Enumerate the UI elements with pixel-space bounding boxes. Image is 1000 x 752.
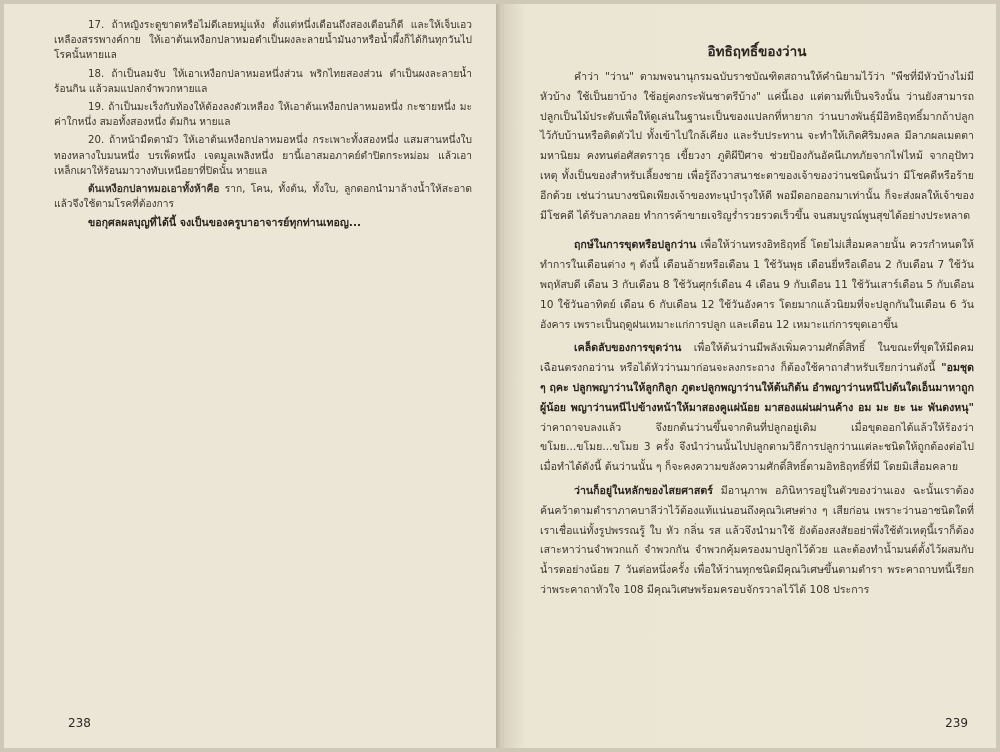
left-paragraph-17: 17. ถ้าหญิงระดูขาดหรือไม่ดีเลยหมู่แห้ง ตั้งแต่หนึ่งเดือนถึงสองเดือนก็ดี และให้เจ็บเอวเหลืองสรรพางค์กาย ให้เอาต้นเหงือกปลาหมอตำเป็นผงละลายน้ำมันงาหรือน้ำผึ้งก็ได้กินทุกวันไปโรคนั้นหายแล: [54, 20, 472, 62]
right-paragraph-occult: ว่านก็อยู่ในหลักของไสยศาสตร์ มีอานุภาพ อภินิหารอยู่ในตัวของว่านเอง ฉะนั้นเราต้องค้นคว้าตามตำราภาคบาลีว่าไว้ต้องแท้แน่นอนถึงคุณวิเศษต่าง ๆ เสียก่อน เพราะว่านอาชนิดใดที่เราเชื่อแน่ทั้งรูปพรรณรู้ ใบ หัว กลิ่น รส แล้วจึงนำมาใช้ ยังต้องสงสัยอย่าพึ่งใช้ตัวเหตุนี้เราก็ต้องเสาะหาว่านจำพวกแก้ จำพวกกัน จำพวกคุ้มครองมาปลูกไว้ด้วย และต้องทำน้ำมนต์ตั้งไว้ผสมกับน้ำรดอย่างน้อย 7 วันต่อหนึ่งครั้ง เพื่อให้ว่านทุกชนิดมีคุณวิเศษขึ้นตามตำรา พระคาถาบทนี้เรียกว่าพระคาถาหัวใจ 108 มีคุณวิเศษพร้อมครอบจักรวาลไว้ได้ 108 ประการ: [540, 484, 974, 596]
right-paragraph-definition: คำว่า "ว่าน" ตามพจนานุกรมฉบับราชบัณฑิตสถานให้คำนิยามไว้ว่า "พืชที่มีหัวบ้างไม่มีหัวบ้าง ใช้เป็นยาบ้าง ใช้อยู่คงกระพันชาตรีบ้าง" แค่นี้เอง แต่ตามที่เป็นจริงนั้น ว่านยังสามารถปลูกเป็นไม้ประดับเพื่อให้ดูเล่นในฐานะเป็นของแปลกที่หายาก ว่านบางพันธุ์มีอิทธิฤทธิ์มากถ้าปลูกไว้กับบ้านหรือติดตัวไป ทั้งเข้าไปใกล้เคียง และรับประทาน จะทำให้เกิดศิริมงคล มีลาภผลเมตตามหานิยม คงทนต่อศัสตราวุธ เขี้ยวงา ภูติผีปีศาจ ช่วยป้องกันอัคนีเภทภัยจากไฟไหม้ จากอุปัทวเหตุ ทั้งเป็นของสำหรับเลี้ยงชาย เพื่อรู้ถึงวาสนาชะตาของเจ้าของว่านชนิดนั้นว่า มีโชคดีหรือร้ายอีกด้วย เช่นว่านบางชนิดเพียงเจ้าของทะนุบำรุงให้ดี พอมีดอกออกมาเท่านั้น ก็จะส่งผลให้เจ้าของมีโชคดี ได้รับลาภลอย ทำการค้าขายเจริญร่ำรวยรวดเร็วขึ้น จนสมบูรณ์พูนสุขได้อย่างประหลาด: [540, 71, 974, 222]
right-paragraph-digging-secret: เคล็ดลับของการขุดว่าน เพื่อให้ต้นว่านมีพลังเพิ่มความศักดิ์สิทธิ์ ในขณะที่ขุดให้มีดคมเฉือนตรงกอว่าน หรือได้หัวว่านมาก่อนจะลงกระถาง ก็ต้องใช้คาถาสำหรับเรียกว่านดังนี้ "อมชุด ๆ ฤคะ ปลูกพญาว่านให้ลูกกิลูก ภูตะปลูกพญาว่านให้ต้นกิต้น อำพญาว่านหนีไปต้นใดเอ็นมาหาถูกผู้น้อย พญาว่านหนีไปข้างหน้าให้มาสองคูแผ่น้อย มาสองแผ่นผ่านค้าง อม มะ ยะ นะ พันดงหนุ" ว่าคาถาจบลงแล้ว จึงยกต้นว่านขึ้นจากดินที่ปลูกอยู่เดิม เมื่อขุดออกได้แล้วให้ร้องว่า ขโมย...ขโมย...ขโมย 3 ครั้ง จึงนำว่านนั้นไปปลูกตามวิธีการปลูกว่านแต่ละชนิดให้ถูกต้องต่อไป เมื่อทำได้ดังนี้ ต้นว่านนั้น ๆ ก็จะคงความขลังความศักดิ์สิทธิ์ตามอิทธิฤทธิ์ที่มี โดยมิเสื่อมคลาย: [540, 342, 974, 474]
left-page: [4, 4, 500, 748]
left-paragraph-usage: ต้นเหงือกปลาหมอเอาทั้งห้าคือ ราก, โคน, ทั้งต้น, ทั้งใบ, ลูกดอกนำมาล้างน้ำให้สะอาดแล้วจึงใช้ตามโรคที่ต้องการ: [54, 184, 472, 211]
mantra-text: "อมชุด ๆ ฤคะ ปลูกพญาว่านให้ลูกกิลูก ภูตะปลูกพญาว่านให้ต้นกิต้น อำพญาว่านหนีไปต้นใดเอ็นมาหาถูกผู้น้อย พญาว่านหนีไปข้างหน้าให้มาสองคูแผ่น้อย มาสองแผ่นผ่านค้าง อม มะ ยะ นะ พันดงหนุ": [540, 362, 974, 414]
chapter-title: อิทธิฤทธิ์ของว่าน: [707, 44, 807, 60]
right-page-text: [540, 68, 974, 601]
left-paragraph-20: 20. ถ้าหน้ามืดตามัว ให้เอาต้นเหงือกปลาหมอหนึ่ง กระเพาะทั้งสองหนึ่ง แสมสานหนึ่งใบทองหลางใบมนหนึ่ง บรเพ็ดหนึ่ง เจตมูลเพลิงหนึ่ง ยานี้เอาสมอภาคย์ตำปิดกระหม่อม แล้วเอาเหล็กเผาให้ร้อนมาวางทับเหนือยาที่ปิดนั้น หายแล: [54, 135, 472, 177]
left-paragraph-18: 18. ถ้าเป็นลมจับ ให้เอาเหงือกปลาหมอหนึ่งส่วน พริกไทยสองส่วน ตำเป็นผงละลายน้ำร้อนกิน แล้วลมแปลกจำพวกหายแล: [54, 68, 472, 95]
auspicious-time-lead: ฤกษ์ในการขุดหรือปลูกว่าน: [574, 239, 697, 252]
usage-lead: ต้นเหงือกปลาหมอเอาทั้งห้าคือ: [88, 184, 220, 196]
right-page: [504, 4, 996, 748]
page-number-right: 239: [945, 716, 968, 730]
left-page-text: [54, 18, 472, 232]
digging-secret-lead: เคล็ดลับของการขุดว่าน: [574, 342, 682, 355]
closing-dedication: ขอกุศลผลบุญที่ได้นี้ จงเป็นของครูบาอาจารย์ทุกท่านเทอญ...: [88, 217, 362, 230]
page-number-left: 238: [68, 716, 91, 730]
left-paragraph-19: 19. ถ้าเป็นมะเร็งกับท้องให้ต้องลงตัวเหลือง ให้เอาต้นเหงือกปลาหมอหนึ่ง กะชายหนึ่ง มะค่าใกหนึ่ง สมอทั้งสองหนึ่ง ต้มกิน หายแล: [54, 102, 472, 129]
right-paragraph-auspicious-time: ฤกษ์ในการขุดหรือปลูกว่าน เพื่อให้ว่านทรงอิทธิฤทธิ์ โดยไม่เสื่อมคลายนั้น ควรกำหนดให้ทำการในเดือนต่าง ๆ ดังนี้ เดือนอ้ายหรือเดือน 1 ใช้วันพุธ เดือนยี่หรือเดือน 2 กับเดือน 7 ใช้วันพฤหัสบดี เดือน 3 กับเดือน 8 ใช้วันศุกร์เดือน 4 เดือน 9 กับเดือน 11 ใช้วันเสาร์เดือน 5 กับเดือน 10 ใช้วันอาทิตย์ เดือน 6 กับเดือน 12 ใช้วันอังคาร โดยมากแล้วนิยมที่จะปลูกกันในเดือน 6 วันอังคาร เพราะเป็นฤดูฝนเหมาะแก่การปลูก และเดือน 12 เหมาะแก่การขุดเอาขึ้น: [540, 239, 974, 331]
occult-lead: ว่านก็อยู่ในหลักของไสยศาสตร์: [574, 484, 713, 497]
